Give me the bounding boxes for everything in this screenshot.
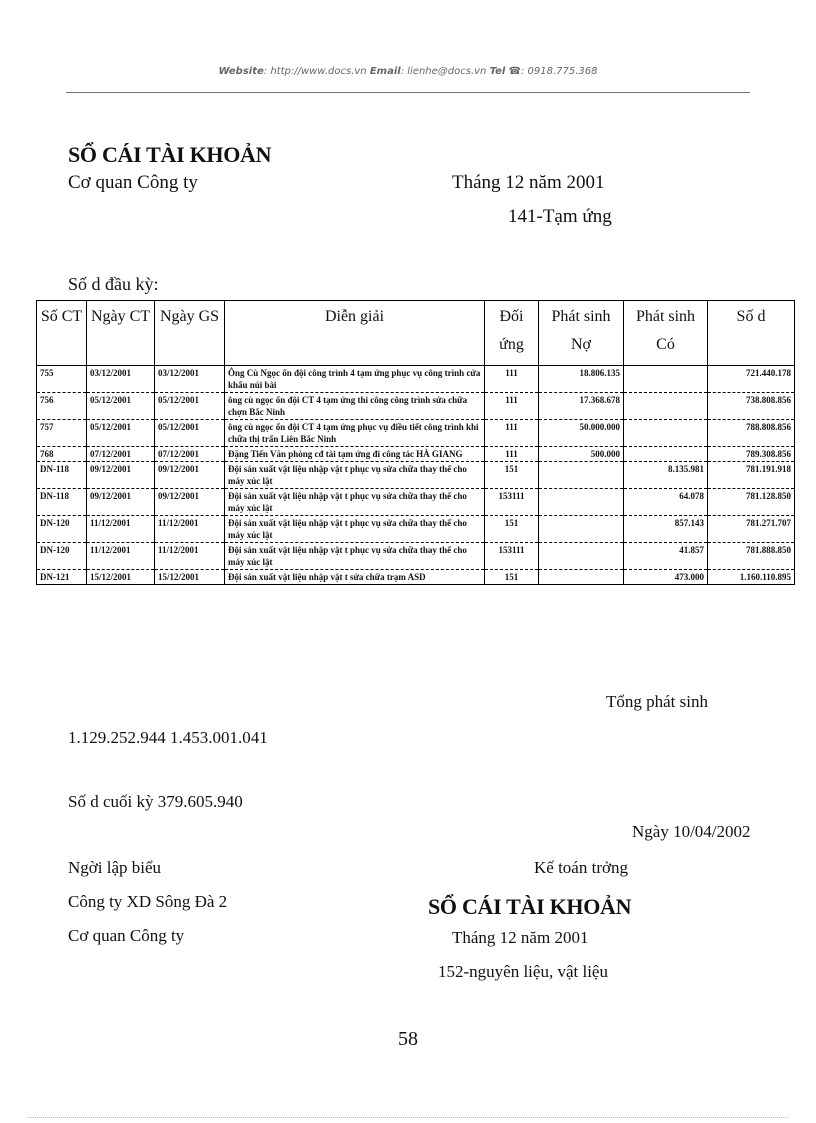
- credit-cell: 8.135.981: [624, 462, 708, 489]
- doc-number-cell: 768: [37, 447, 87, 462]
- tel-label: Tel: [489, 66, 506, 77]
- column-header: Ngày CT: [87, 301, 155, 366]
- ledger2-account: 152-nguyên liệu, vật liệu: [438, 962, 608, 981]
- posting-date-cell: 03/12/2001: [155, 366, 225, 393]
- doc-number-cell: DN-121: [37, 570, 87, 585]
- doc-number-cell: DN-120: [37, 543, 87, 570]
- doc-date-cell: 11/12/2001: [87, 516, 155, 543]
- contra-account-cell: 111: [485, 366, 539, 393]
- ledger-subtitle: Cơ quan Công ty: [68, 172, 198, 193]
- description-cell: Đội sản xuất vật liệu nhập vật t phục vụ sửa chữa thay thế cho máy xúc lật: [225, 516, 485, 543]
- ledger2-title: SỔ CÁI TÀI KHOẢN: [428, 894, 632, 919]
- description-cell: ông cù ngọc ổn đội CT 4 tạm ứng phục vụ điều tiết công trình khi chữa thị trấn Liên Bắc Ninh: [225, 420, 485, 447]
- balance-cell: 781.271.707: [708, 516, 795, 543]
- table-row: [37, 489, 795, 516]
- ledger-table: [36, 300, 795, 585]
- table-row: [37, 570, 795, 585]
- column-header: Số d: [708, 301, 795, 366]
- credit-cell: [624, 447, 708, 462]
- credit-cell: 473.000: [624, 570, 708, 585]
- posting-date-cell: 05/12/2001: [155, 420, 225, 447]
- posting-date-cell: 11/12/2001: [155, 543, 225, 570]
- posting-date-cell: 15/12/2001: [155, 570, 225, 585]
- contra-account-cell: 111: [485, 447, 539, 462]
- description-cell: Đặng Tiến Văn phòng cđ tài tạm ứng đi công tác HÀ GIANG: [225, 447, 485, 462]
- balance-cell: 721.440.178: [708, 366, 795, 393]
- posting-date-cell: 11/12/2001: [155, 516, 225, 543]
- posting-date-cell: 09/12/2001: [155, 462, 225, 489]
- ledger-title: SỔ CÁI TÀI KHOẢN: [68, 142, 272, 167]
- doc-number-cell: 756: [37, 393, 87, 420]
- table-row: [37, 543, 795, 570]
- contra-account-cell: 151: [485, 516, 539, 543]
- ledger-account: 141-Tạm ứng: [508, 206, 612, 227]
- table-row: [37, 420, 795, 447]
- contra-account-cell: 111: [485, 420, 539, 447]
- debit-cell: [539, 462, 624, 489]
- doc-date-cell: 09/12/2001: [87, 489, 155, 516]
- contra-account-cell: 153111: [485, 489, 539, 516]
- balance-cell: 781.128.850: [708, 489, 795, 516]
- debit-cell: 500.000: [539, 447, 624, 462]
- credit-cell: 41.857: [624, 543, 708, 570]
- table-row: [37, 393, 795, 420]
- balance-cell: 788.808.856: [708, 420, 795, 447]
- debit-cell: 17.368.678: [539, 393, 624, 420]
- chief-accountant-label: Kế toán trởng: [534, 858, 628, 877]
- doc-number-cell: DN-120: [37, 516, 87, 543]
- doc-number-cell: DN-118: [37, 489, 87, 516]
- footer-divider: [28, 1117, 788, 1118]
- table-row: [37, 447, 795, 462]
- header-divider: [66, 92, 750, 93]
- table-row: [37, 366, 795, 393]
- contra-account-cell: 151: [485, 570, 539, 585]
- credit-cell: [624, 420, 708, 447]
- column-header: Số CT: [37, 301, 87, 366]
- description-cell: ông cù ngọc ổn đội CT 4 tạm ứng thi công công trình sửa chữa chợn Bắc Ninh: [225, 393, 485, 420]
- page-number: 58: [398, 1028, 418, 1050]
- phone-number: : 0918.775.368: [520, 66, 598, 77]
- description-cell: Ông Cù Ngọc ổn đội công trình 4 tạm ứng phục vụ công trình cửa khẩu núi bài: [225, 366, 485, 393]
- doc-date-cell: 15/12/2001: [87, 570, 155, 585]
- ledger-month: Tháng 12 năm 2001: [452, 172, 605, 193]
- doc-number-cell: 757: [37, 420, 87, 447]
- doc-date-cell: 11/12/2001: [87, 543, 155, 570]
- doc-date-cell: 09/12/2001: [87, 462, 155, 489]
- debit-cell: [539, 543, 624, 570]
- table-row: [37, 516, 795, 543]
- ledger2-subtitle: Cơ quan Công ty: [68, 926, 185, 945]
- doc-date-cell: 03/12/2001: [87, 366, 155, 393]
- contra-account-cell: 111: [485, 393, 539, 420]
- company-name: Công ty XD Sông Đà 2: [68, 892, 228, 911]
- credit-cell: [624, 366, 708, 393]
- closing-balance: Số d cuối kỳ 379.605.940: [68, 792, 243, 811]
- column-header: Diễn giải: [225, 301, 485, 366]
- opening-balance-label: Số d đầu kỳ:: [68, 274, 159, 294]
- balance-cell: 1.160.110.895: [708, 570, 795, 585]
- debit-cell: 18.806.135: [539, 366, 624, 393]
- contra-account-cell: 151: [485, 462, 539, 489]
- ledger2-month: Tháng 12 năm 2001: [452, 928, 589, 947]
- table-row: [37, 462, 795, 489]
- website-label: Website: [218, 66, 264, 77]
- posting-date-cell: 09/12/2001: [155, 489, 225, 516]
- signing-date: Ngày 10/04/2002: [632, 822, 751, 841]
- total-label: Tổng phát sinh: [606, 692, 708, 711]
- posting-date-cell: 07/12/2001: [155, 447, 225, 462]
- contra-account-cell: 153111: [485, 543, 539, 570]
- website-url[interactable]: : http://www.docs.vn: [263, 66, 367, 77]
- credit-cell: 857.143: [624, 516, 708, 543]
- debit-cell: [539, 570, 624, 585]
- balance-cell: 789.308.856: [708, 447, 795, 462]
- column-header: Ngày GS: [155, 301, 225, 366]
- credit-cell: [624, 393, 708, 420]
- posting-date-cell: 05/12/2001: [155, 393, 225, 420]
- doc-number-cell: DN-118: [37, 462, 87, 489]
- debit-cell: 50.000.000: [539, 420, 624, 447]
- debit-cell: [539, 516, 624, 543]
- column-header: Đối ứng: [485, 301, 539, 366]
- balance-cell: 738.808.856: [708, 393, 795, 420]
- description-cell: Đội sản xuất vật liệu nhập vật t phục vụ sửa chữa thay thế cho máy xúc lật: [225, 543, 485, 570]
- balance-cell: 781.191.918: [708, 462, 795, 489]
- totals-values: 1.129.252.944 1.453.001.041: [68, 728, 268, 747]
- doc-date-cell: 05/12/2001: [87, 393, 155, 420]
- debit-cell: [539, 489, 624, 516]
- credit-cell: 64.078: [624, 489, 708, 516]
- email-label: Email: [369, 66, 401, 77]
- doc-date-cell: 05/12/2001: [87, 420, 155, 447]
- description-cell: Đội sản xuất vật liệu nhập vật t phục vụ sửa chữa thay thế cho máy xúc lật: [225, 462, 485, 489]
- description-cell: Đội sản xuất vật liệu nhập vật t phục vụ sửa chữa thay thế cho máy xúc lật: [225, 489, 485, 516]
- doc-number-cell: 755: [37, 366, 87, 393]
- site-header: [66, 66, 750, 77]
- description-cell: Đội sản xuất vật liệu nhập vật t sửa chữa trạm ASD: [225, 570, 485, 585]
- column-header: Phát sinh Có: [624, 301, 708, 366]
- phone-icon: ☎: [508, 66, 521, 77]
- column-header: Phát sinh Nợ: [539, 301, 624, 366]
- balance-cell: 781.888.850: [708, 543, 795, 570]
- ledger-rows: [37, 366, 795, 585]
- email-address[interactable]: : lienhe@docs.vn: [400, 66, 487, 77]
- table-header-row: [37, 301, 795, 366]
- doc-date-cell: 07/12/2001: [87, 447, 155, 462]
- preparer-label: Ngời lập biểu: [68, 858, 162, 877]
